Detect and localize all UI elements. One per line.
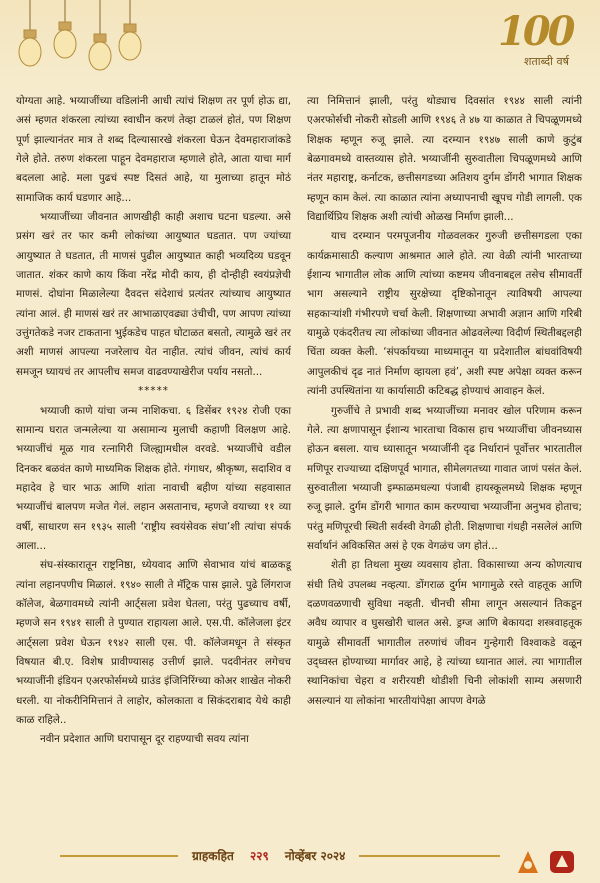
paragraph: नवीन प्रदेशात आणि घरापासून दूर राहण्याची सवय त्यांना xyxy=(40,733,249,746)
issue-date: नोव्हेंबर २०२४ xyxy=(284,849,346,863)
paragraph: भय्याजी काणे यांचा जन्म नाशिकचा. ६ डिसेंबर १९२४ रोजी एका सामान्य घरात जन्मलेल्या या असामान्य मुलाची कहाणी विलक्षण आहे. भय्याजींचं मूळ गाव रत्नागिरी जिल्ह्यामधील वरवडे. भय्याजींचे वडील दिनकर बळवंत काणे माध्यमिक शिक्षक होते. गंगाधर, श्रीकृष्ण, सदाशिव व महादेव हे चार भाऊ आणि शांता नावाची बहीण यांच्या सहवासात भय्याजींचं बालपण मजेत गेलं. लहान असतानाच, म्हणजे वयाच्या ११ व्या वर्षी, साधारण सन १९३५ साली ‘राष्ट्रीय स्वयंसेवक संघा’शी त्यांचा संपर्क आला... xyxy=(16,404,291,552)
page-number: २२९ xyxy=(249,849,269,863)
hanging-bulbs-icon xyxy=(10,0,150,100)
logo-subtitle: शताब्दी वर्ष xyxy=(524,55,569,68)
logo-number: 100 xyxy=(498,8,573,55)
paragraph: संघ-संस्कारातून राष्ट्रनिष्ठा, ध्येयवाद आणि सेवाभाव यांचं बाळकडू त्यांना लहानपणीच मिळालं. १९४० साली ते मॅट्रिक पास झाले. पुढे लिंगराज कॉलेज, बेळगावमध्ये त्यांनी आर्ट्सला प्रवेश घेतला, परंतु पुढच्याच वर्षी, म्हणजे सन १९४१ साली ते पुण्यात राहायला आले. एस.पी. कॉलेजला इंटर आर्ट्सला प्रवेश घेऊन १९४२ साली एस. पी. कॉलेजमधून ते संस्कृत विषयात बी.ए. विशेष प्रावीण्यासह उत्तीर्ण झाले. पदवीनंतर लगेचच भय्याजींनी इंडियन एअरफोर्समध्ये ग्राउंड इंजिनिरिंग्च्या कोअर शाखेत नोकरी धरली. या नोकरीनिमित्तानं ते लाहोर, कोलकाता व सिकंदराबाद येथे काही काळ राहिले.. xyxy=(16,559,291,726)
centenary-logo xyxy=(490,8,582,74)
paragraph: योग्यता आहे. भय्याजींच्या वडिलांनी आधी त्यांचं शिक्षण तर पूर्ण होऊ द्या, असं म्हणत शंकरला त्यांच्या स्वाधीन करणं तेव्हा टाळलं होतं, पण शिक्षण पूर्ण झाल्यानंतर मात्र ते शब्द दिल्यासारखे शंकरला घेऊन देवमहाराजांकडे गेले होते. तरुण शंकरला पाहून देवमहाराज म्हणाले होते, आता याचा मार्ग बदलला आहे. मला पुढचं स्पष्ट दिसतं आहे, या मुलाच्या हातून मोठं सामाजिक कार्य घडणार आहे... xyxy=(16,95,291,204)
paragraph: भय्याजींच्या जीवनात आणखीही काही अशाच घटना घडल्या. असे प्रसंग खरं तर फार कमी लोकांच्या आयुष्यात घडतात. पण ज्यांच्या आयुष्यात ते घडतात, ती माणसं पुढील आयुष्यात काही भव्यदिव्य घडवून जातात. शंकर काणे काय किंवा नरेंद्र मोदी काय, ही दोन्हीही स्वयंप्रज्ञेची माणसं. दोघांना मिळालेल्या दैवदत्त संदेशाचं प्रत्यंतर त्यांच्याच आयुष्यात त्यांना आलं. ही माणसं खरं तर आभाळाएवढ्या उंचीची, पण आपण त्यांच्या उत्तुंगतेकडे नजर टाकताना भुईकडेच पाहत घोटाळत बसतो, त्यामुळे खरं तर अशी माणसं आपल्या नजरेलाच येत नाहीत. त्यांचं जीवन, त्यांचं कार्य समजून घ्यायचं तर आपलीच समज वाढवण्याखेरीज पर्याय नसतो... xyxy=(16,211,291,378)
right-column xyxy=(307,92,582,711)
paragraph: शेती हा तिथला मुख्य व्यवसाय होता. विकासाच्या अन्य कोणत्याच संधी तिथे उपलब्ध नव्हत्या. डोंगराळ दुर्गम भागामुळे रस्ते वाहतूक आणि दळणवळणाची सुविधा नव्हती. चीनची सीमा लागून असल्यानं तिकडून अवैध व्यापार व घुसखोरी चालत असे. ड्रग्ज आणि बेकायदा शस्त्रवाहतूक यामुळे सीमावर्ती भागातील तरुणांचं जीवन गुन्हेगारी विश्वाकडे वळून उद्ध्वस्त होण्याच्या मार्गावर आहे, हे त्यांच्या ध्यानात आलं. त्या भागातील स्थानिकांचा चेहरा व शरीरयष्टी थोडीशी चिनी लोकांशी साम्य असणारी असल्यानं या लोकांना भारतीयांपेक्षा आपण वेगळे xyxy=(307,559,582,707)
footer-text xyxy=(178,845,359,867)
paragraph: याच दरम्यान परमपूजनीय गोळवलकर गुरुजी छत्तीसगडला एका कार्यक्रमासाठी कल्याण आश्रमात आले होते. त्या वेळी त्यांनी भारताच्या ईशान्य भागातील लोक आणि त्यांच्या कष्टमय जीवनाबद्दल तसेच सीमावर्ती भाग असल्याने राष्ट्रीय सुरक्षेच्या दृष्टिकोनातून त्याविषयी आपल्या सहकाऱ्यांशी गंभीरपणे चर्चा केली. शिक्षणाच्या अभावी अज्ञान आणि गरिबी यामुळे एकंदरीतच त्या लोकांच्या जीवनात ओढवलेल्या विदीर्ण स्थितीबद्दलही चिंता व्यक्त केली. ‘संपर्कायच्या माध्यमातून या प्रदेशातील बांधवांविषयी आपुलकीचं दृढ नातं निर्माण व्हायला हवं’, अशी स्पष्ट अपेक्षा व्यक्त करून त्यांनी उपस्थितांना या कार्यासाठी कटिबद्ध होण्याचं आवाहन केलं. xyxy=(307,230,582,398)
left-column xyxy=(16,92,291,750)
section-separator: ***** xyxy=(138,385,169,398)
paragraph: त्या निमित्तानं झाली, परंतु थोड्याच दिवसांत १९४४ साली त्यांनी एअरफोर्सची नोकरी सोडली आणि १९४६ ते ४७ या काळात ते चिपळूणमध्ये शिक्षक म्हणून रुजू झाले. त्या दरम्यान १९४७ साली काणे कुटुंब बेळगावमध्ये वास्तव्यास होते. भय्याजींनी सुरुवातीला चिपळूणमध्ये आणि नंतर महाराष्ट्र, कर्नाटक, छत्तीसगडच्या अतिशय दुर्गम डोंगरी भागात शिक्षक म्हणून काम केलं. त्या काळात त्यांना अध्यापनाची खूपच गोडी लागली. एक विद्यार्थिप्रिय शिक्षक अशी त्यांची ओळख निर्माण झाली... xyxy=(307,95,582,224)
organization-logos-icon xyxy=(512,845,582,875)
page-footer xyxy=(0,845,600,883)
paragraph: गुरुजींचे ते प्रभावी शब्द भय्याजींच्या मनावर खोल परिणाम करून गेले. त्या क्षणापासून ईशान्य भारताचा विकास हाच भय्याजींचा जीवनध्यास होऊन बसला. याच ध्यासातून भय्याजींनी दृढ निर्धारानं पूर्वोत्तर भारतातील मणिपूर राज्याच्या दक्षिणपूर्व भागात, सीमेलगतच्या गावात जाणं पसंत केलं. सुरुवातीला भय्याजी इम्फाळमधल्या पंजाबी हायस्कूलमध्ये शिक्षक म्हणून रुजू झाले. दुर्गम डोंगरी भागात काम करण्याचा भय्याजींना अनुभव होताच; परंतु मणिपूरची स्थिती सर्वस्वी वेगळी होती. शिक्षणाचा गंधही नसलेलं आणि सर्वार्थानं अविकसित असं हे एक वेगळंच जग होतं... xyxy=(307,404,582,552)
magazine-name: ग्राहकहित xyxy=(192,849,234,863)
